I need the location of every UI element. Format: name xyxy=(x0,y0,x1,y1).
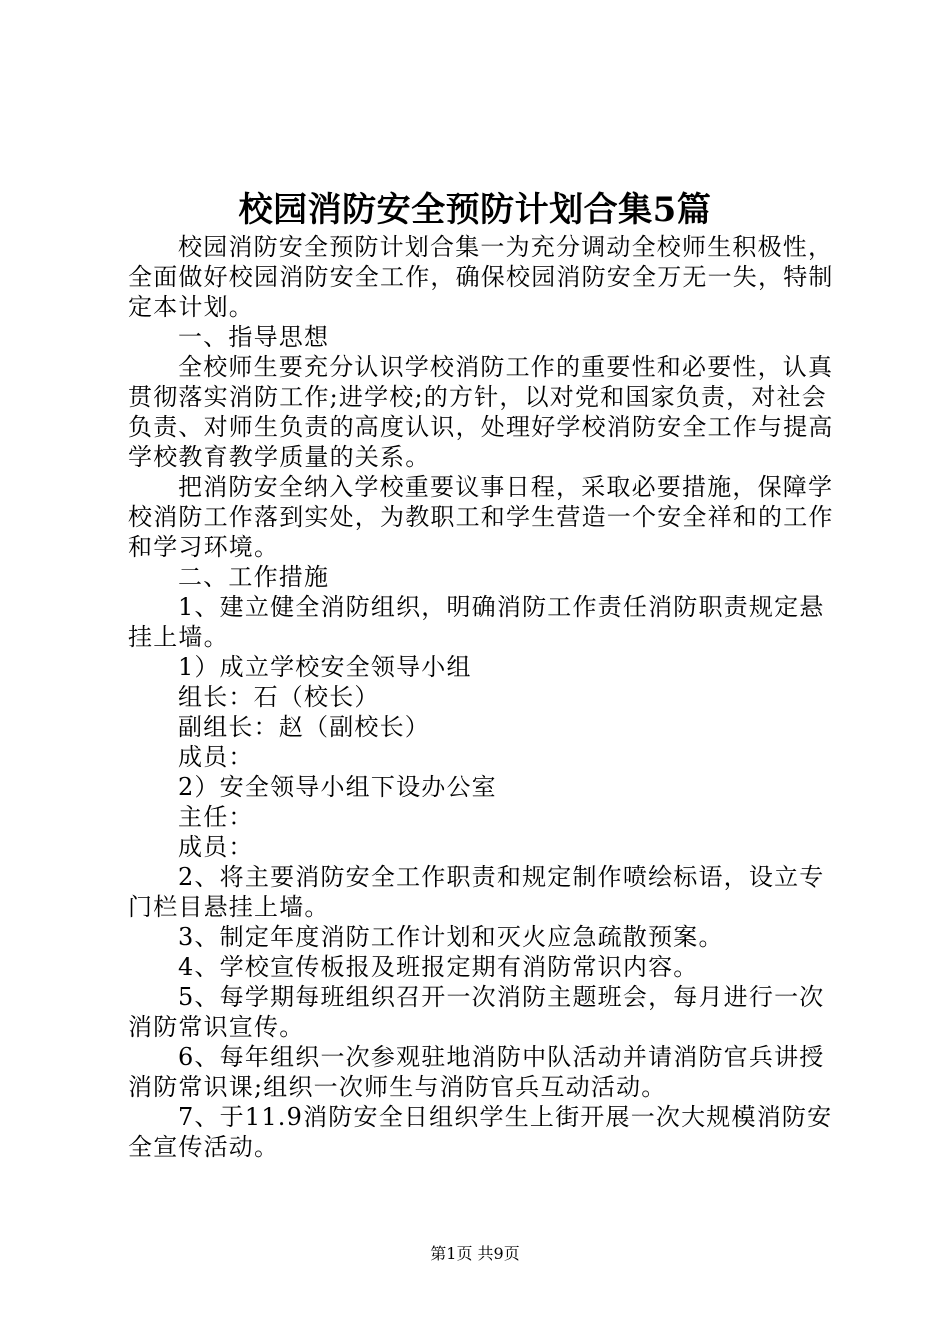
document-title: 校园消防安全预防计划合集5篇 xyxy=(238,190,712,230)
list-item-measure-1: 1、建立健全消防组织，明确消防工作责任消防职责规定悬挂上墙。 xyxy=(128,593,825,651)
section-heading-guiding-ideology: 一、指导思想 xyxy=(178,323,330,351)
paragraph-guiding-ideology: 全校师生要充分认识学校消防工作的重要性和必要性，认真贯彻落实消防工作;进学校;的方针，以对党和国家负责，对社会负责、对师生负责的高度认识，处理好学校消防安全工作与提高学校教育教学质量的关系。 xyxy=(128,353,834,471)
list-item-measure-6: 6、每年组织一次参观驻地消防中队活动并请消防官兵讲授消防常识课;组织一次师生与消防官兵互动活动。 xyxy=(128,1043,825,1101)
list-item-measure-7: 7、于11.9消防安全日组织学生上街开展一次大规模消防安全宣传活动。 xyxy=(128,1103,833,1161)
page-number-footer: 第1页 共9页 xyxy=(430,1244,520,1263)
list-item-measure-3: 3、制定年度消防工作计划和灭火应急疏散预案。 xyxy=(178,923,724,951)
list-item-measure-4: 4、学校宣传板报及班报定期有消防常识内容。 xyxy=(178,953,699,981)
sub-item-safety-group: 1）成立学校安全领导小组 xyxy=(178,653,472,681)
sub-item-office-members: 成员： xyxy=(178,833,254,861)
sub-item-director: 主任： xyxy=(178,803,254,831)
list-item-measure-5: 5、每学期每班组织召开一次消防主题班会，每月进行一次消防常识宣传。 xyxy=(128,983,825,1041)
sub-item-group-leader: 组长：石（校长） xyxy=(178,683,380,711)
list-item-measure-2: 2、将主要消防安全工作职责和规定制作喷绘标语，设立专门栏目悬挂上墙。 xyxy=(128,863,825,921)
paragraph-agenda: 把消防安全纳入学校重要议事日程，采取必要措施，保障学校消防工作落到实处，为教职工和学生营造一个安全祥和的工作和学习环境。 xyxy=(128,473,834,561)
paragraph-intro: 校园消防安全预防计划合集一为充分调动全校师生积极性，全面做好校园消防安全工作，确保校园消防安全万无一失，特制定本计划。 xyxy=(128,233,834,321)
sub-item-members: 成员： xyxy=(178,743,254,771)
section-heading-work-measures: 二、工作措施 xyxy=(178,563,330,591)
document-body xyxy=(128,232,840,1162)
sub-item-deputy-leader: 副组长：赵（副校长） xyxy=(178,713,430,741)
sub-item-office: 2）安全领导小组下设办公室 xyxy=(178,773,497,801)
